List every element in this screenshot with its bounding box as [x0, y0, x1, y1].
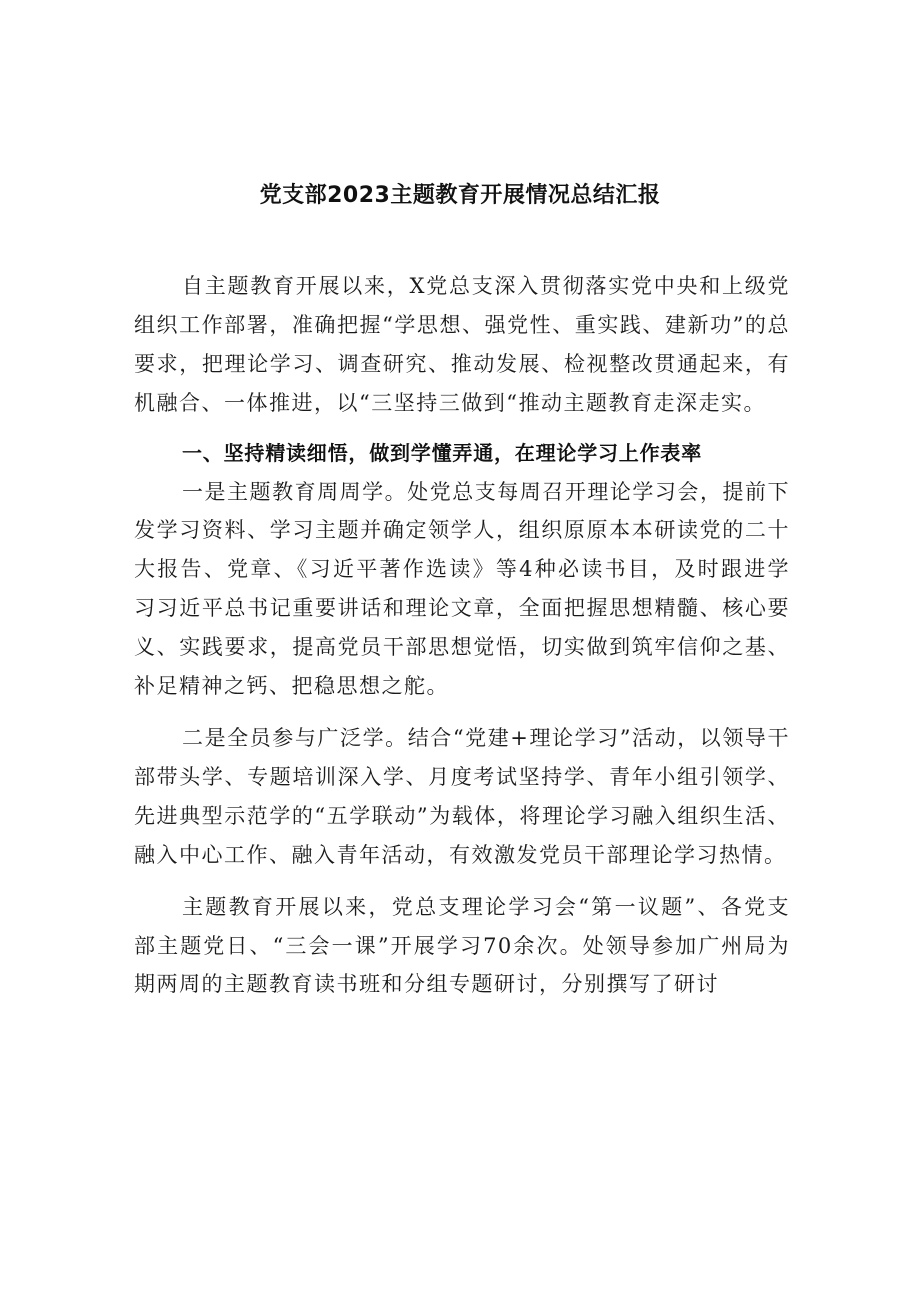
- paragraph-weekly-study: 一是主题教育周周学。处党总支每周召开理论学习会，提前下发学习资料、学习主题并确定领学人，组织原原本本研读党的二十大报告、党章、《习近平著作选读》等4种必读书目，及时跟进学习习近平总书记重要讲话和理论文章，全面把握思想精髓、核心要义、实践要求，提高党员干部思想觉悟，切实做到筑牢信仰之基、补足精神之钙、把稳思想之舵。: [134, 479, 790, 699]
- document-title: 党支部2023主题教育开展情况总结汇报: [259, 183, 661, 208]
- paragraph-full-participation: 二是全员参与广泛学。结合“党建+理论学习”活动，以领导干部带头学、专题培训深入学、月度考试坚持学、青年小组引领学、先进典型示范学的“五学联动”为载体，将理论学习融入组织生活、融入中心工作、融入青年活动，有效激发党员干部理论学习热情。: [134, 725, 790, 867]
- paragraph-intro: 自主题教育开展以来，X党总支深入贯彻落实党中央和上级党组织工作部署，准确把握“学思想、强党性、重实践、建新功”的总要求，把理论学习、调查研究、推动发展、检视整改贯通起来，有机融合、一体推进，以“三坚持三做到“推动主题教育走深走实。: [134, 274, 790, 415]
- document-body: [134, 267, 790, 1004]
- paragraph-study-results: 主题教育开展以来，党总支理论学习会“第一议题”、各党支部主题党日、“三会一课”开展学习70余次。处领导参加广州局为期两周的主题教育读书班和分组专题研讨，分别撰写了研讨: [134, 894, 790, 997]
- section-heading-1: 一、坚持精读细悟，做到学懂弄通，在理论学习上作表率: [182, 440, 702, 465]
